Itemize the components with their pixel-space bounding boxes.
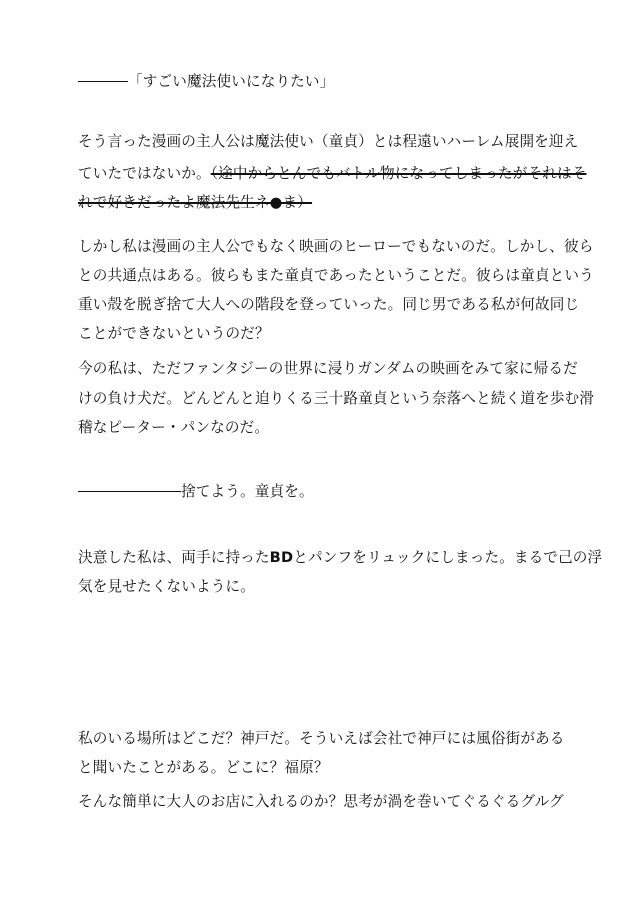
- resolve-line: [78, 482, 314, 502]
- em-dash-rule: [78, 81, 128, 82]
- paragraph-1-line-2-text: ていたではないか。: [78, 165, 211, 182]
- paragraph-3-text-a: 決意した私は、両手に持った: [78, 549, 270, 566]
- paragraph-1-line-2: [78, 164, 586, 184]
- paragraph-4-line-1: 私のいる場所はどこだ？神戸だ。そういえば会社で神戸には風俗街がある: [78, 730, 565, 747]
- paragraph-2-line-4: ことができないというのだ？: [78, 325, 270, 342]
- paragraph-4-line-2: と聞いたことがある。どこに？福原？: [78, 759, 329, 776]
- paragraph-2-line-6: けの負け犬だ。どんどんと迫りくる三十路童貞という奈落へと続く道を歩む滑: [78, 390, 595, 407]
- bd-word: BD: [269, 549, 294, 566]
- opening-quote: 「すごい魔法使いになりたい」: [128, 73, 335, 90]
- paragraph-1-line-1: そう言った漫画の主人公は魔法使い（童貞）とは程遠いハーレム展開を迎え: [78, 133, 579, 150]
- paragraph-2-line-1: しかし私は漫画の主人公でもなく映画のヒーローでもないのだ。しかし、彼ら: [78, 238, 594, 255]
- paragraph-2-line-3: 重い殻を脱ぎ捨て大人への階段を登っていった。同じ男である私が何故同じ: [78, 296, 580, 313]
- paragraph-3-line-2: 気を見せたくないように。: [78, 578, 255, 595]
- paragraph-3-line-1: [78, 548, 602, 568]
- paragraph-2-line-2: との共通点はある。彼らもまた童貞であったということだ。彼らは童貞という: [78, 267, 594, 284]
- struck-aside-part-2: れで好きだったよ魔法先生ネ●ま）: [78, 194, 313, 211]
- opening-line: [78, 72, 334, 92]
- long-dash-rule: [78, 491, 181, 492]
- resolve-text: 捨てよう。童貞を。: [181, 483, 314, 500]
- struck-aside-part-1: （途中からとんでもバトル物になってしまったがそれはそ: [210, 165, 587, 182]
- paragraph-3-text-b: とパンフをリュックにしまった。まるで己の浮: [293, 549, 603, 566]
- paragraph-2-line-5: 今の私は、ただファンタジーの世界に浸りガンダムの映画をみて家に帰るだ: [78, 360, 578, 377]
- paragraph-4-line-3: そんな簡単に大人のお店に入れるのか？思考が渦を巻いてぐるぐるグルグ: [78, 793, 564, 810]
- paragraph-2-line-7: 稽なピーター・パンなのだ。: [78, 419, 270, 436]
